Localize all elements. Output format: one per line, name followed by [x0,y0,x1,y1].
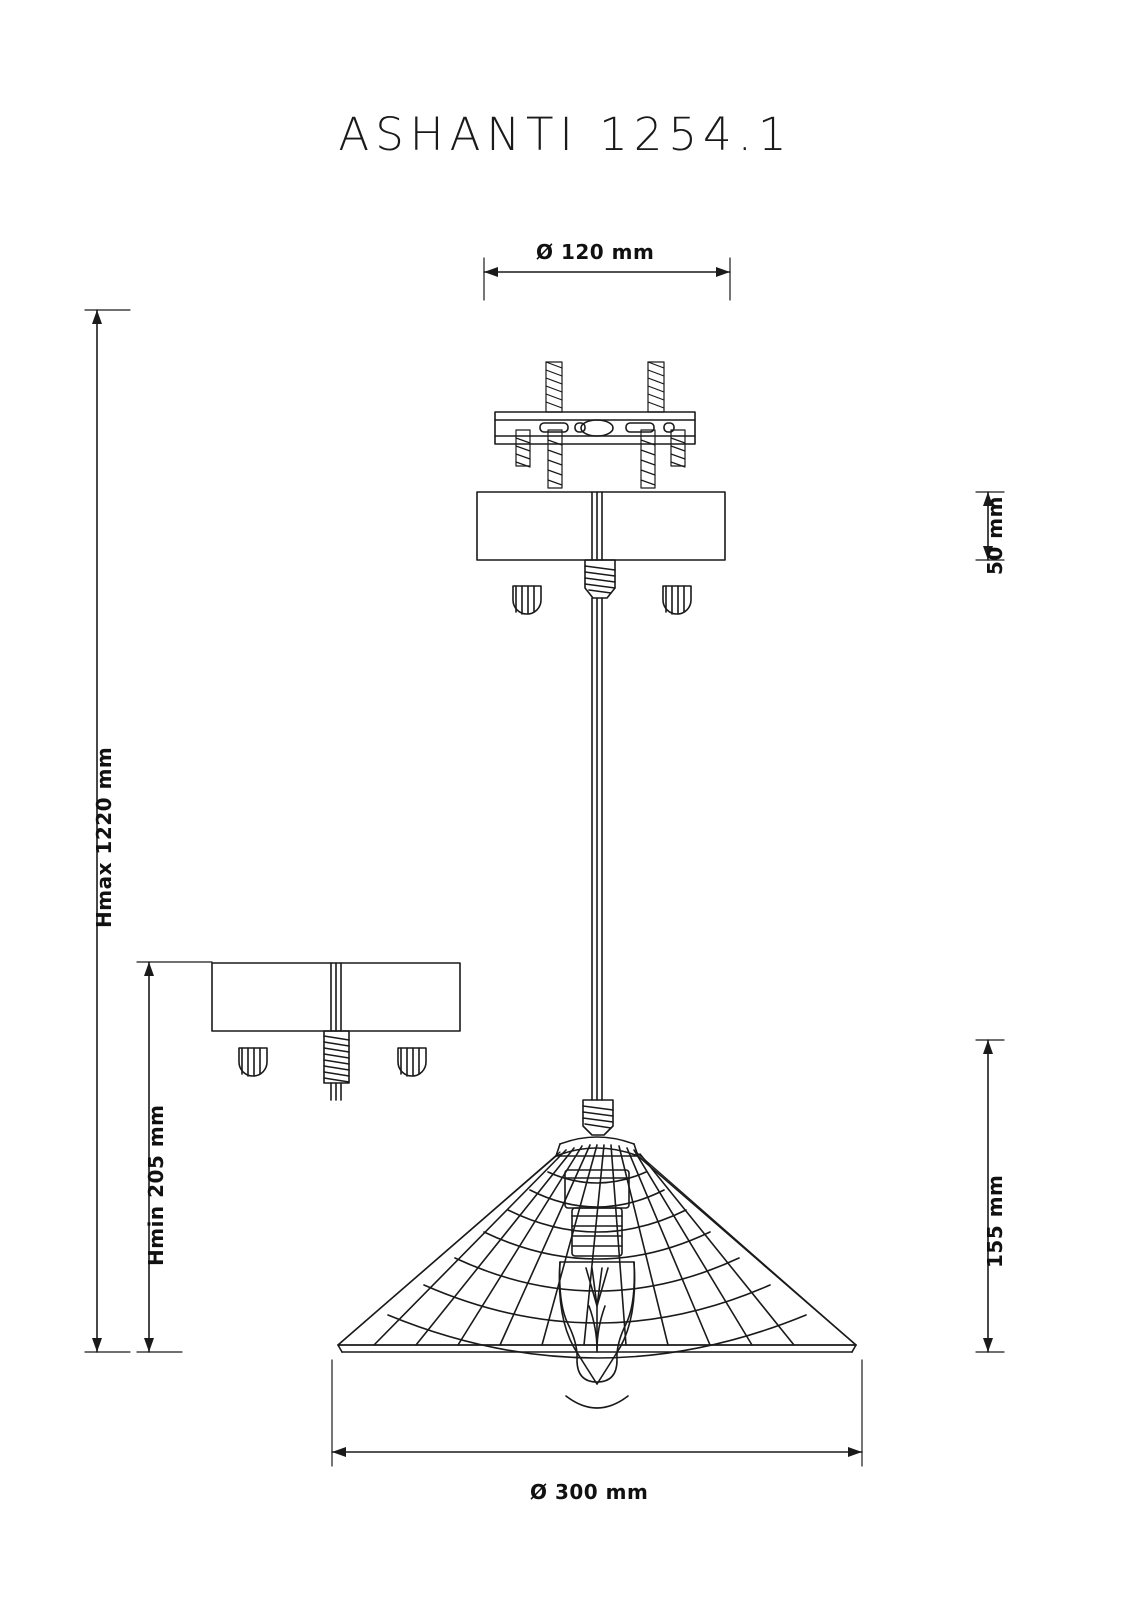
page-title: ASHANTI 1254.1 [338,108,793,161]
dimension-shade-diameter [332,1360,862,1466]
suspension-cord [583,598,613,1135]
canopy-hmin-view [212,963,460,1100]
label-hmax: Hmax 1220 mm [92,746,116,928]
socket-and-bulb [559,1170,634,1408]
label-top-diameter: Ø 120 mm [536,240,655,264]
label-shade-diameter: Ø 300 mm [530,1480,649,1504]
label-canopy-height: 50 mm [983,496,1007,575]
canopy [477,492,725,614]
mounting-bracket [495,362,695,488]
dimension-top-diameter [484,258,730,300]
label-hmin: Hmin 205 mm [144,1104,168,1266]
label-shade-height: 155 mm [983,1174,1007,1268]
